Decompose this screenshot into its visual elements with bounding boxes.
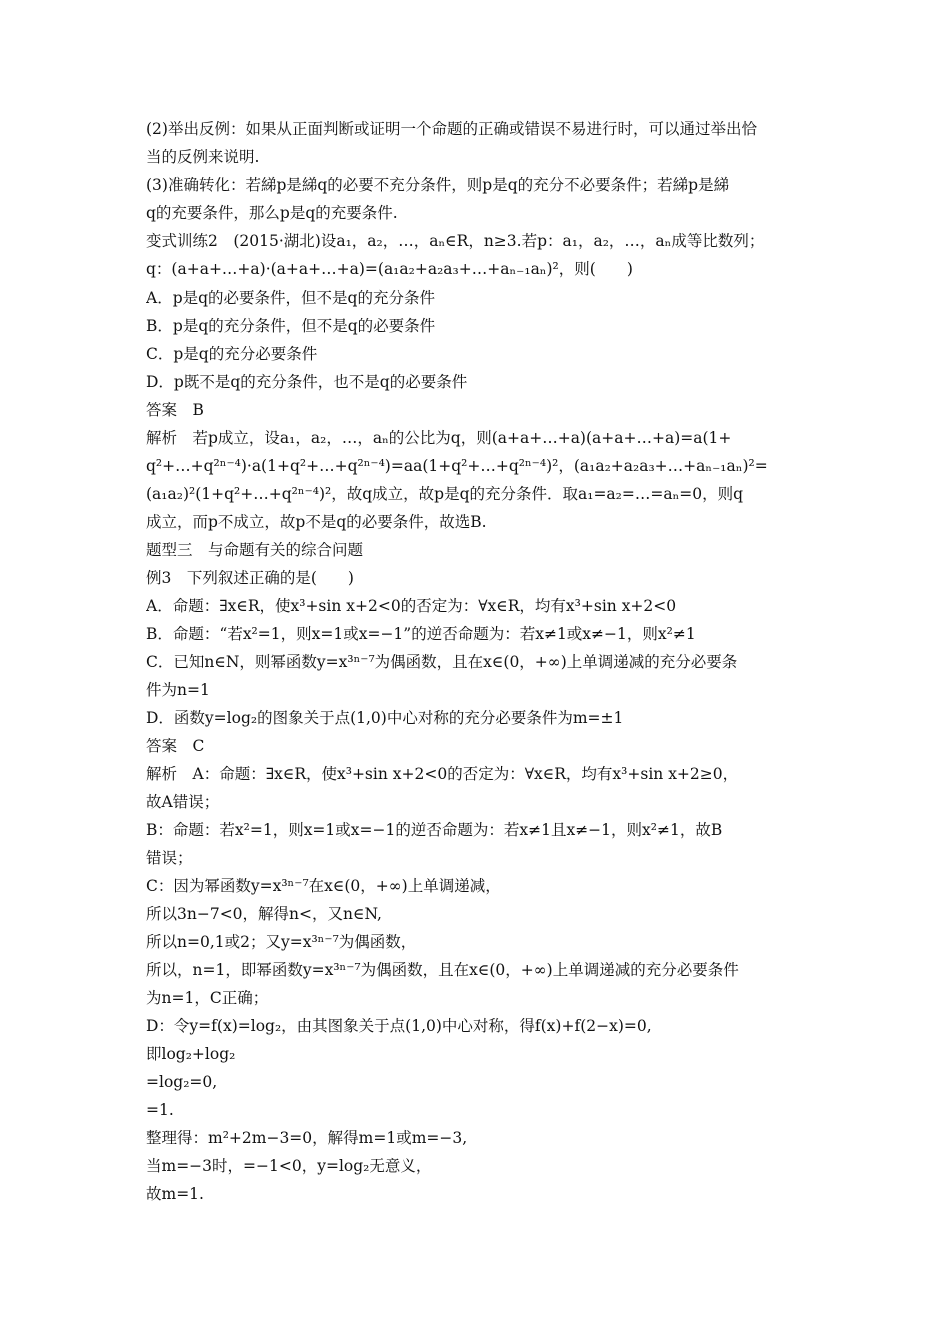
text-line: q²+…+q²ⁿ⁻⁴)·a(1+q²+…+q²ⁿ⁻⁴)=aa(1+q²+…+q²ⁿ⁻⁴)²，(a₁a₂+a₂a₃+…+aₙ₋₁aₙ)²= xyxy=(146,457,768,475)
text-line: q：(a+a+…+a)·(a+a+…+a)=(a₁a₂+a₂a₃+…+aₙ₋₁aₙ)²，则( ) xyxy=(146,260,633,278)
option-c: C．已知n∈N，则幂函数y=x³ⁿ⁻⁷为偶函数，且在x∈(0，+∞)上单调递减的充分必要条 xyxy=(146,653,738,671)
text-line: =1. xyxy=(146,1101,174,1119)
text-line: (2)举出反例：如果从正面判断或证明一个命题的正确或错误不易进行时，可以通过举出恰 xyxy=(146,120,757,138)
text-line: 成立，而p不成立，故p不是q的必要条件，故选B. xyxy=(146,513,487,531)
option-a: A．p是q的必要条件，但不是q的充分条件 xyxy=(146,289,435,307)
option-b: B．p是q的充分条件，但不是q的必要条件 xyxy=(146,317,436,335)
text-line: 所以3n−7<0，解得n<，又n∈N, xyxy=(146,905,382,923)
answer-line: 答案 B xyxy=(146,401,204,419)
text-line: 所以，n=1，即幂函数y=x³ⁿ⁻⁷为偶函数，且在x∈(0，+∞)上单调递减的充分必要条件 xyxy=(146,961,739,979)
text-line: 即log₂+log₂ xyxy=(146,1045,236,1063)
text-line: (3)准确转化：若綈p是綈q的必要不充分条件，则p是q的充分不必要条件；若綈p是綈 xyxy=(146,176,730,194)
text-line: 整理得：m²+2m−3=0，解得m=1或m=−3, xyxy=(146,1129,468,1147)
option-c: C．p是q的充分必要条件 xyxy=(146,345,318,363)
text-line: (a₁a₂)²(1+q²+…+q²ⁿ⁻⁴)²，故q成立，故p是q的充分条件．取a₁=a₂=…=aₙ=0，则q xyxy=(146,485,744,503)
example-title: 例3 下列叙述正确的是( ) xyxy=(146,569,354,587)
text-line: 解析 A：命题：∃x∈R，使x³+sin x+2<0的否定为：∀x∈R，均有x³+sin x+2≥0， xyxy=(146,765,739,783)
text-line: D：令y=f(x)=log₂，由其图象关于点(1,0)中心对称，得f(x)+f(2−x)=0, xyxy=(146,1017,652,1035)
text-line: =log₂=0, xyxy=(146,1073,218,1091)
option-a: A．命题：∃x∈R，使x³+sin x+2<0的否定为：∀x∈R，均有x³+sin x+2<0 xyxy=(146,597,677,615)
text-line: 变式训练2 (2015·湖北)设a₁，a₂，…，aₙ∈R，n≥3.若p：a₁，a₂，…，aₙ成等比数列； xyxy=(146,232,765,250)
text-line: 所以n=0,1或2；又y=x³ⁿ⁻⁷为偶函数， xyxy=(146,933,417,951)
text-line: 当的反例来说明. xyxy=(146,148,260,166)
section-heading: 题型三 与命题有关的综合问题 xyxy=(146,541,364,559)
text-line: B：命题：若x²=1，则x=1或x=−1的逆否命题为：若x≠1且x≠−1，则x²≠1，故B xyxy=(146,821,723,839)
option-b: B．命题：“若x²=1，则x=1或x=−1”的逆否命题为：若x≠1或x≠−1，则x²≠1 xyxy=(146,625,696,643)
text-line: C：因为幂函数y=x³ⁿ⁻⁷在x∈(0，+∞)上单调递减， xyxy=(146,877,501,895)
option-d: D．函数y=log₂的图象关于点(1,0)中心对称的充分必要条件为m=±1 xyxy=(146,709,624,727)
answer-line: 答案 C xyxy=(146,737,205,755)
text-line: 错误； xyxy=(146,849,193,867)
option-d: D．p既不是q的充分条件，也不是q的必要条件 xyxy=(146,373,468,391)
text-line: 解析 若p成立，设a₁，a₂，…，aₙ的公比为q，则(a+a+…+a)(a+a+…+a)=a(1+ xyxy=(146,429,732,447)
text-line: 故A错误； xyxy=(146,793,220,811)
text-line: 为n=1，C正确； xyxy=(146,989,269,1007)
text-line: 件为n=1 xyxy=(146,681,210,699)
text-line: q的充要条件，那么p是q的充要条件. xyxy=(146,204,398,222)
text-line: 当m=−3时，=−1<0，y=log₂无意义， xyxy=(146,1157,432,1175)
text-line: 故m=1. xyxy=(146,1185,204,1203)
